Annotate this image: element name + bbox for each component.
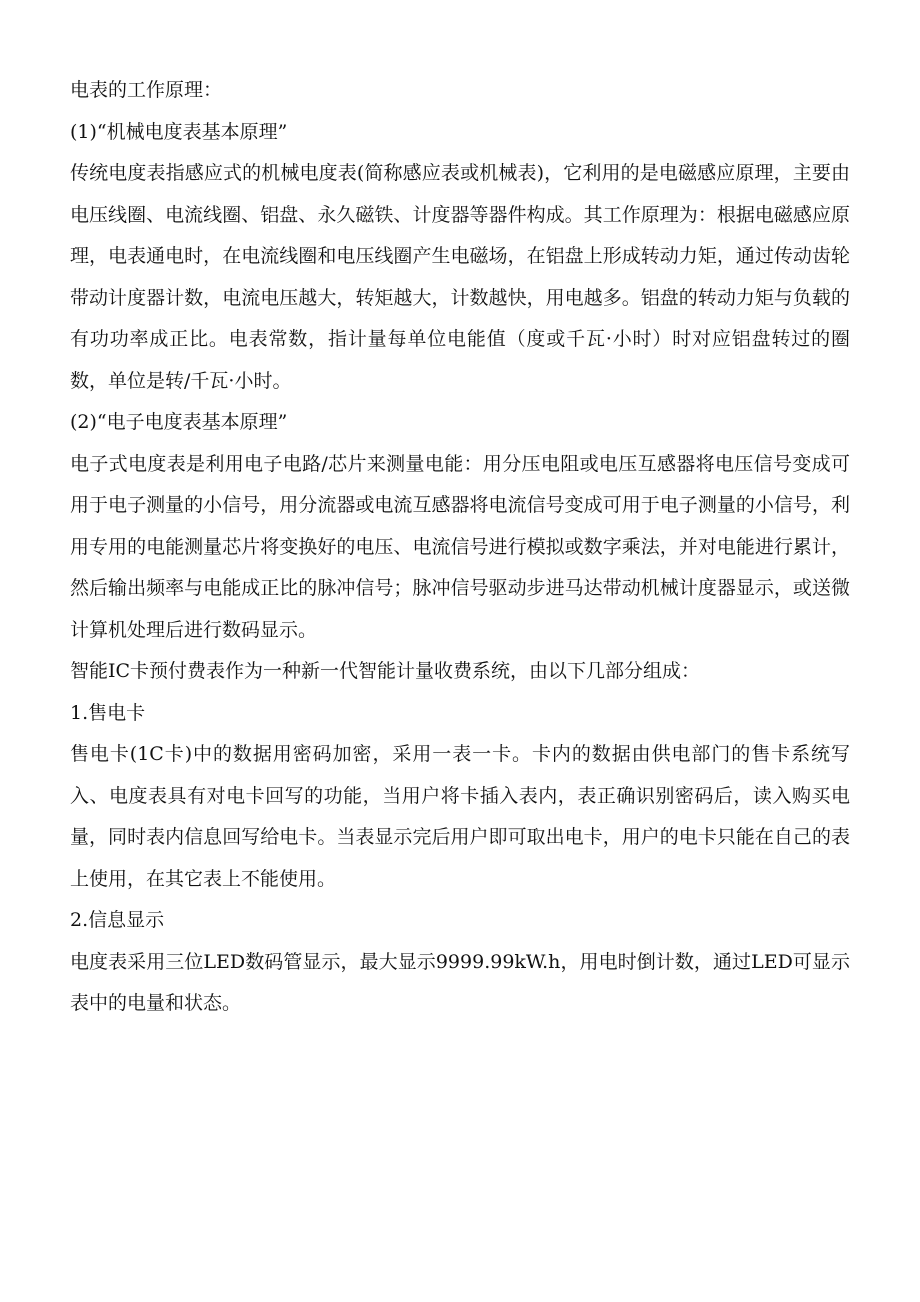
item2-title: 2.信息显示 (70, 909, 165, 931)
item2-body: 电度表采用三位LED数码管显示，最大显示9999.99kW.h，用电时倒计数，通过LED可显示表中的电量和状态。 (70, 950, 850, 1014)
item1-title: 1.售电卡 (70, 701, 146, 724)
document-heading: 电表的工作原理： (70, 79, 223, 101)
ic-card-intro: 智能IC卡预付费表作为一种新一代智能计量收费系统，由以下几部分组成： (70, 660, 701, 682)
item1-body: 售电卡(1C卡)中的数据用密码加密，采用一表一卡。卡内的数据由供电部门的售卡系统写入、电度表具有对电卡回写的功能，当用户将卡插入表内，表正确识别密码后，读入购买电量，同时表内信息回写给电卡。当表显示完后用户即可取出电卡，用户的电卡只能在自己的表上使用，在其它表上不能使用。 (70, 743, 850, 890)
section1-title: (1)“机械电度表基本原理” (70, 120, 288, 143)
section2-title: (2)“电子电度表基本原理” (70, 411, 288, 433)
section2-body: 电子式电度表是利用电子电路/芯片来测量电能：用分压电阻或电压互感器将电压信号变成可用于电子测量的小信号，用分流器或电流互感器将电流信号变成可用于电子测量的小信号，利用专用的电能测量芯片将变换好的电压、电流信号进行模拟或数字乘法，并对电能进行累计，然后输出频率与电能成正比的脉冲信号；脉冲信号驱动步进马达带动机械计度器显示，或送微计算机处理后进行数码显示。 (70, 452, 850, 641)
section1-body: 传统电度表指感应式的机械电度表(简称感应表或机械表)，它利用的是电磁感应原理，主要由电压线圈、电流线圈、铝盘、永久磁铁、计度器等器件构成。其工作原理为：根据电磁感应原理，电表通电时，在电流线圈和电压线圈产生电磁场，在铝盘上形成转动力矩，通过传动齿轮带动计度器计数，电流电压越大，转矩越大，计数越快，用电越多。铝盘的转动力矩与负载的有功功率成正比。电表常数，指计量每单位电能值（度或千瓦·小时）时对应铝盘转过的圈数，单位是转/千瓦·小时。 (70, 162, 850, 392)
document-page (70, 70, 850, 1025)
